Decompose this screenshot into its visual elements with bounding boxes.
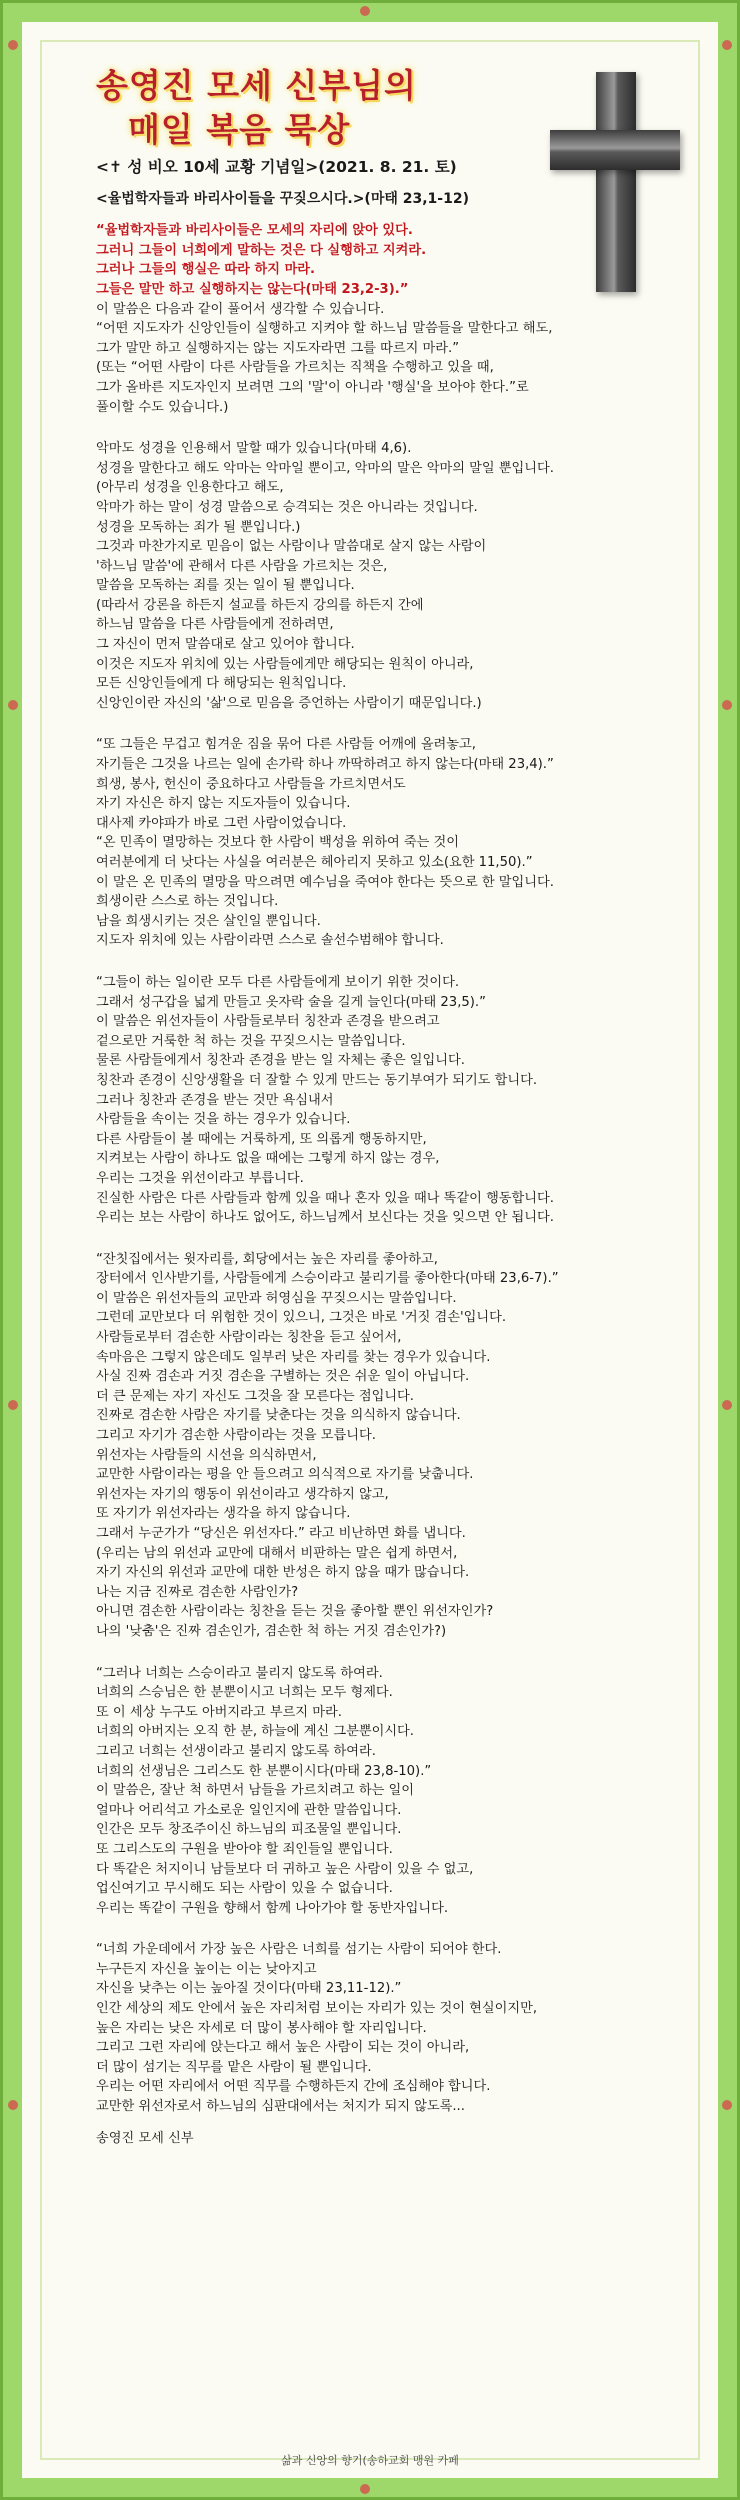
paragraph: “너희 가운데에서 가장 높은 사람은 너희를 섬기는 사람이 되어야 한다. 누구든지 자신을 높이는 이는 낮아지고 자신을 낮추는 이는 높아질 것이다(마태 23,11-12).” 인간 세상의 제도 안에서 높은 자리처럼 보이는 자리가 있는 것이 현실이지만, 높은 자리는 낮은 자세로 더 많이 봉사해야 할 자리입니다. 그리고 그런 자리에 앉는다고 해서 높은 사람이 되는 것이 아니라, 더 많이 섬기는 직무를 맡은 사람이 될 뿐입니다. 우리는 어떤 자리에서 어떤 직무를 수행하든지 간에 조심해야 합니다. 교만한 위선자로서 하느님의 심판대에서는 처지가 되지 않도록... xyxy=(96,1942,538,2115)
candy-decoration xyxy=(8,1400,18,1410)
candy-decoration xyxy=(722,1400,732,1410)
paragraph: 이 말씀은 다음과 같이 풀어서 생각할 수 있습니다. “어떤 지도자가 신앙인들이 실행하고 지켜야 할 하느님 말씀들을 말한다고 해도, 그가 말만 하고 실행하지는 않는 지도자라면 그를 따르지 마라.” (또는 “어떤 사람이 다른 사람들을 가르치는 직책을 수행하고 있을 때, 그가 올바른 지도자인지 보려면 그의 '말'이 아니라 '행실'을 보아야 한다.”로 풀이할 수도 있습니다.) xyxy=(96,301,553,415)
candy-decoration xyxy=(360,2484,370,2494)
gospel-quote: “율법학자들과 바리사이들은 모세의 자리에 앉아 있다. 그러니 그들이 너희에게 말하는 것은 다 실행하고 지켜라. 그러나 그들의 행실은 따라 하지 마라. 그들은 말만 하고 실행하지는 않는다(마태 23,2-3).” xyxy=(96,223,427,297)
title-line-1: 송영진 모세 신부님의 xyxy=(96,66,417,105)
candy-decoration xyxy=(8,700,18,710)
paragraph: “그러나 너희는 스승이라고 불리지 않도록 하여라. 너희의 스승님은 한 분뿐이시고 너희는 모두 형제다. 또 이 세상 누구도 아버지라고 부르지 마라. 너희의 아버지는 오직 한 분, 하늘에 계신 그분뿐이시다. 그리고 너희는 선생이라고 불리지 않도록 하여라. 너희의 선생님은 그리스도 한 분뿐이시다(마태 23,8-10).” 이 말씀은, 잘난 척 하면서 남들을 가르치려고 하는 일이 얼마나 어리석고 가소로운 일인지에 관한 말씀입니다. 인간은 모두 창조주이신 하느님의 피조물일 뿐입니다. 또 그리스도의 구원을 받아야 할 죄인들일 뿐입니다. 다 똑같은 처지이니 남들보다 더 귀하고 높은 사람이 있을 수 없고, 업신여기고 무시해도 되는 사람이 있을 수 없습니다. 우리는 똑같이 구원을 향해서 함께 나아가야 할 동반자입니다. xyxy=(96,1665,474,1916)
gospel-subtitle: <율법학자들과 바리사이들을 꾸짖으시다.>(마태 23,1-12) xyxy=(96,190,469,207)
footer-credit: 삶과 신앙의 향기(송하교회 맹원 카페 xyxy=(281,2454,459,2467)
date-line: <✝ 성 비오 10세 교황 기념일>(2021. 8. 21. 토) xyxy=(96,158,457,176)
title-line-2: 매일 복음 묵상 xyxy=(128,110,351,149)
paragraph: “또 그들은 무겁고 힘겨운 짐을 묶어 다른 사람들 어깨에 올려놓고, 자기들은 그것을 나르는 일에 손가락 하나 까딱하려고 하지 않는다(마태 23,4).” 희생, 봉사, 헌신이 중요하다고 사람들을 가르치면서도 자기 자신은 하지 않는 지도자들이 있습니다. 대사제 카야파가 바로 그런 사람이었습니다. “온 민족이 멸망하는 것보다 한 사람이 백성을 위하여 죽는 것이 여러분에게 더 낫다는 사실을 여러분은 헤아리지 못하고 있소(요한 11,50).” 이 말은 온 민족의 멸망을 막으려면 예수님을 죽여야 한다는 뜻으로 한 말입니다. 희생이란 스스로 하는 것입니다. 남을 희생시키는 것은 살인일 뿐입니다. 지도자 위치에 있는 사람이라면 스스로 솔선수범해야 합니다. xyxy=(96,737,554,949)
signature: 송영진 모세 신부 xyxy=(96,2130,194,2146)
candy-decoration xyxy=(722,2100,732,2110)
paragraph: “잔칫집에서는 윗자리를, 회당에서는 높은 자리를 좋아하고, 장터에서 인사받기를, 사람들에게 스승이라고 불리기를 좋아한다(마태 23,6-7).” 이 말씀은 위선자들의 교만과 허영심을 꾸짖으시는 말씀입니다. 그런데 교만보다 더 위험한 것이 있으니, 그것은 바로 '거짓 겸손'입니다. 사람들로부터 겸손한 사람이라는 칭찬을 듣고 싶어서, 속마음은 그렇지 않은데도 일부러 낮은 자리를 찾는 경우가 있습니다. 사실 진짜 겸손과 거짓 겸손을 구별하는 것은 쉬운 일이 아닙니다. 더 큰 문제는 자기 자신도 그것을 잘 모른다는 점입니다. 진짜로 겸손한 사람은 자기를 낮춘다는 것을 의식하지 않습니다. 그리고 자기가 겸손한 사람이라는 것을 모릅니다. 위선자는 사람들의 시선을 의식하면서, 교만한 사람이라는 평을 안 들으려고 의식적으로 자기를 낮춥니다. 위선자는 자기의 행동이 위선이라고 생각하지 않고, 또 자기가 위선자라는 생각을 하지 않습니다. 그래서 누군가가 “당신은 위선자다.” 라고 비난하면 화를 냅니다. (우리는 남의 위선과 교만에 대해서 비판하는 말은 쉽게 하면서, 자기 자신의 위선과 교만에 대한 반성은 하지 않을 때가 많습니다. 나는 지금 진짜로 겸손한 사람인가? 아니면 겸손한 사람이라는 칭찬을 듣는 것을 좋아할 뿐인 위선자인가? 나의 '낮춤'은 진짜 겸손인가, 겸손한 척 하는 거짓 겸손인가?) xyxy=(96,1251,559,1639)
paragraph: 악마도 성경을 인용해서 말할 때가 있습니다(마태 4,6). 성경을 말한다고 해도 악마는 악마일 뿐이고, 악마의 말은 악마의 말일 뿐입니다. (아무리 성경을 인용한다고 해도, 악마가 하는 말이 성경 말씀으로 승격되는 것은 아니라는 것입니다. 성경을 모독하는 죄가 될 뿐입니다.) 그것과 마찬가지로 믿음이 없는 사람이나 말씀대로 살지 않는 사람이 '하느님 말씀'에 관해서 다른 사람을 가르치는 것은, 말씀을 모독하는 죄를 짓는 일이 될 뿐입니다. (따라서 강론을 하든지 설교를 하든지 강의를 하든지 간에 하느님 말씀을 다른 사람들에게 전하려면, 그 자신이 먼저 말씀대로 살고 있어야 합니다. 이것은 지도자 위치에 있는 사람들에게만 해당되는 원칙이 아니라, 모든 신앙인들에게 다 해당되는 원칙입니다. 신앙인이란 자신의 '삶'으로 믿음을 증언하는 사람이기 때문입니다.) xyxy=(96,441,554,711)
paragraph: “그들이 하는 일이란 모두 다른 사람들에게 보이기 위한 것이다. 그래서 성구갑을 넓게 만들고 옷자락 술을 길게 늘인다(마태 23,5).” 이 말씀은 위선자들이 사람들로부터 칭찬과 존경을 받으려고 겉으로만 거룩한 척 하는 것을 꾸짖으시는 말씀입니다. 물론 사람들에게서 칭찬과 존경을 받는 일 자체는 좋은 일입니다. 칭찬과 존경이 신앙생활을 더 잘할 수 있게 만드는 동기부여가 되기도 합니다. 그러나 칭찬과 존경을 받는 것만 욕심내서 사람들을 속이는 것을 하는 경우가 있습니다. 다른 사람들이 볼 때에는 거룩하게, 또 의롭게 행동하지만, 지켜보는 사람이 하나도 없을 때에는 그렇게 하지 않는 경우, 우리는 그것을 위선이라고 부릅니다. 진실한 사람은 다른 사람들과 함께 있을 때나 혼자 있을 때나 똑같이 행동합니다. 우리는 보는 사람이 하나도 없어도, 하느님께서 보신다는 것을 잊으면 안 됩니다. xyxy=(96,974,554,1226)
article-body xyxy=(96,158,656,2160)
candy-decoration xyxy=(722,700,732,710)
candy-decoration xyxy=(8,2100,18,2110)
